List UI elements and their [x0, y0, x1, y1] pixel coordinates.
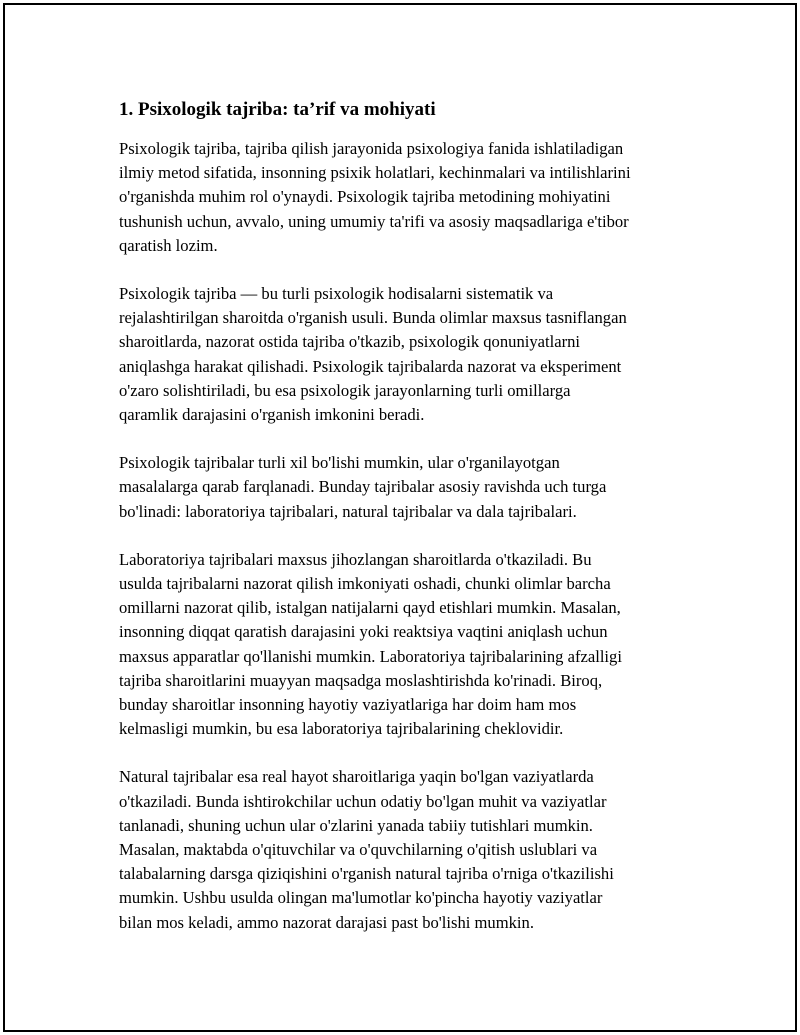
body-paragraph — [119, 765, 699, 934]
text-line: masalalarga qarab farqlanadi. Bunday tajribalar asosiy ravishda uch turga — [119, 477, 607, 497]
text-line: tanlanadi, shuning uchun ular o'zlarini yanada tabiiy tutishlari mumkin. — [119, 815, 593, 835]
text-line: o'zaro solishtiriladi, bu esa psixologik jarayonlarning turli omillarga — [119, 380, 571, 400]
text-line: talabalarning darsga qiziqishini o'rganish natural tajriba o'rniga o'tkazilishi — [119, 864, 614, 884]
text-line: maxsus apparatlar qo'llanishi mumkin. Laboratoriya tajribalarining afzalligi — [119, 646, 622, 666]
text-line: tajriba sharoitlarini muayyan maqsadga moslashtirishda ko'rinadi. Biroq, — [119, 670, 603, 690]
text-line: Laboratoriya tajribalari maxsus jihozlangan sharoitlarda o'tkaziladi. Bu — [119, 549, 592, 569]
text-line: bo'linadi: laboratoriya tajribalari, natural tajribalar va dala tajribalari. — [119, 501, 577, 521]
text-line: Masalan, maktabda o'qituvchilar va o'quvchilarning o'qitish uslublari va — [119, 840, 598, 860]
text-line: Psixologik tajribalar turli xil bo'lishi mumkin, ular o'rganilayotgan — [119, 453, 560, 473]
text-line: usulda tajribalarni nazorat qilish imkoniyati oshadi, chunki olimlar barcha — [119, 574, 611, 594]
paragraph-list — [119, 137, 699, 935]
text-line: mumkin. Ushbu usulda olingan ma'lumotlar ko'pincha hayotiy vaziyatlar — [119, 888, 603, 908]
text-line: o'tkaziladi. Bunda ishtirokchilar uchun odatiy bo'lgan muhit va vaziyatlar — [119, 791, 607, 811]
text-line: aniqlashga harakat qilishadi. Psixologik tajribalarda nazorat va eksperiment — [119, 356, 622, 376]
text-line: sharoitlarda, nazorat ostida tajriba o'tkazib, psixologik qonuniyatlarni — [119, 332, 581, 352]
text-line: kelmasligi mumkin, bu esa laboratoriya tajribalarining cheklovidir. — [119, 719, 564, 739]
body-paragraph — [119, 451, 699, 524]
page-border — [3, 3, 797, 1032]
text-line: rejalashtirilgan sharoitda o'rganish usuli. Bunda olimlar maxsus tasniflangan — [119, 308, 627, 328]
text-line: tushunish uchun, avvalo, uning umumiy ta'rifi va asosiy maqsadlariga e'tibor — [119, 211, 629, 231]
body-paragraph — [119, 548, 699, 742]
document-body — [119, 93, 699, 959]
text-line: Psixologik tajriba, tajriba qilish jarayonida psixologiya fanida ishlatiladigan — [119, 139, 624, 158]
text-line: omillarni nazorat qilib, istalgan natijalarni qayd etishlari mumkin. Masalan, — [119, 598, 621, 618]
body-paragraph — [119, 282, 699, 427]
text-line: o'rganishda muhim rol o'ynaydi. Psixologik tajriba metodining mohiyatini — [119, 187, 611, 207]
text-line: qaratish lozim. — [119, 235, 218, 255]
text-line: Psixologik tajriba — bu turli psixologik hodisalarni sistematik va — [119, 284, 554, 304]
text-line: ilmiy metod sifatida, insonning psixik holatlari, kechinmalari va intilishlarini — [119, 163, 631, 183]
section-heading: 1. Psixologik tajriba: ta’rif va mohiyati — [119, 99, 436, 120]
text-line: bilan mos keladi, ammo nazorat darajasi past bo'lishi mumkin. — [119, 912, 534, 932]
text-line: Natural tajribalar esa real hayot sharoitlariga yaqin bo'lgan vaziyatlarda — [119, 767, 594, 787]
body-paragraph — [119, 137, 699, 258]
text-line: insonning diqqat qaratish darajasini yoki reaktsiya vaqtini aniqlash uchun — [119, 622, 608, 642]
text-line: qaramlik darajasini o'rganish imkonini beradi. — [119, 405, 425, 425]
text-line: bunday sharoitlar insonning hayotiy vaziyatlariga har doim ham mos — [119, 695, 577, 715]
